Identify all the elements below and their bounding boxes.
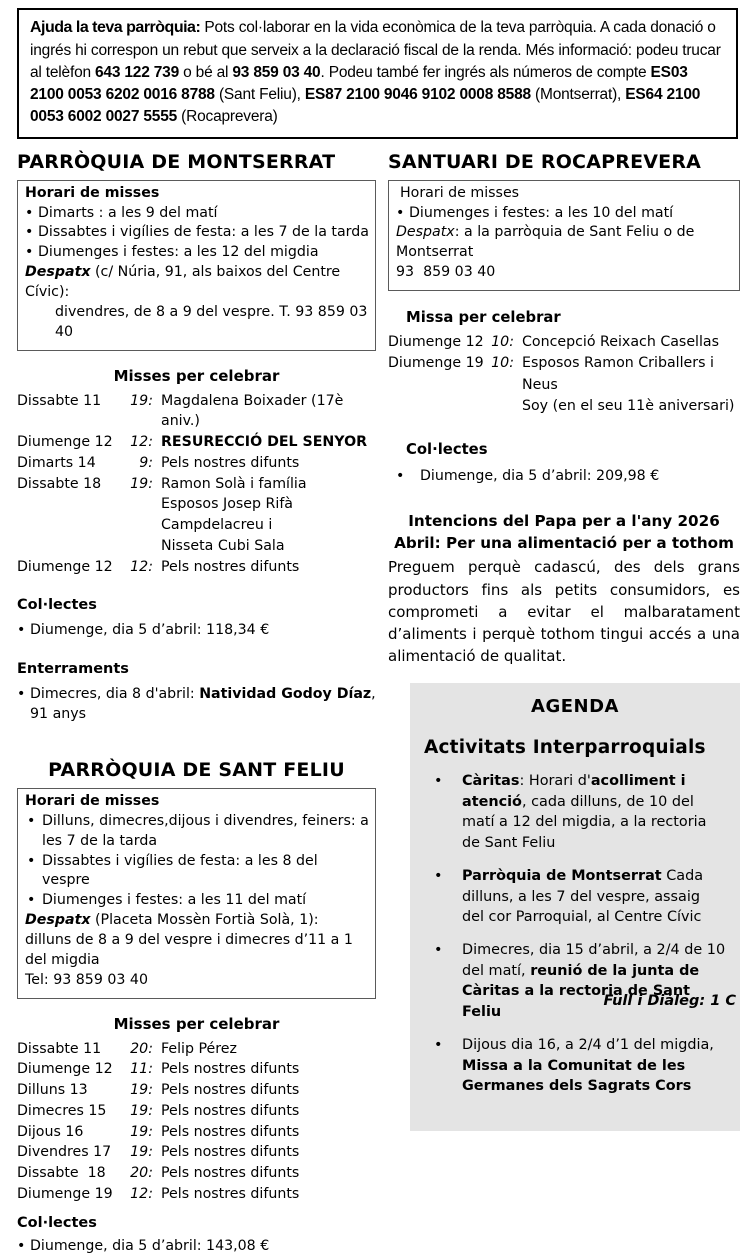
bulletin-price-footer: Full i Diàleg: 1 C [603,993,736,1009]
mass-time: 19: [130,392,153,409]
horari-bullet-text: Dilluns, dimecres,dijous i divendres, feiners: a les 7 de la tarda [42,812,369,849]
mass-intention: Pels nostres difunts [161,1082,300,1099]
mass-time: 20: [130,1040,153,1057]
mass-day: Dissabte 18 [17,475,102,492]
agenda-item [424,940,726,1022]
bullet-marker: • [434,942,443,959]
sant-feliu-horari-heading: Horari de misses [25,792,160,809]
mass-intention: Esposos Ramon Criballers i Neus Soy (en el seu 11è aniversari) [522,355,735,414]
papa-intentions-section [388,510,740,667]
mass-intention: Pels nostres difunts [161,1185,300,1202]
mass-day: Diumenge 12 [17,434,113,451]
mass-time: 9: [139,454,153,471]
horari-bullet-text: Diumenges i festes: a les 10 del matí [409,204,674,221]
mass-intention: Pels nostres difunts [161,1123,300,1140]
horari-bullet-item [25,891,369,911]
mass-day: Dilluns 13 [17,1082,88,1099]
sant-feliu-collectes-item [17,1237,376,1256]
collectes-amount: Diumenge, dia 5 d’abril: 209,98 € [420,468,660,485]
mass-intention: Pels nostres difunts [161,1102,300,1119]
mass-intention: Pels nostres difunts [161,1165,300,1182]
montserrat-horari-box [17,180,376,351]
mass-day: Dimarts 14 [17,454,96,471]
mass-day: Diumenge 12 [17,558,113,575]
horari-bullet-item [25,812,369,852]
mass-row [17,1163,376,1184]
mass-row [17,1080,376,1101]
rocaprevera-horari-box [388,180,740,291]
montserrat-enterraments-item [17,685,376,725]
rocaprevera-horari-heading: Horari de misses [400,184,520,201]
mass-time: 19: [130,1102,153,1119]
mass-row [17,432,376,453]
montserrat-horari-heading: Horari de misses [25,184,160,201]
horari-bullet-item [25,852,369,892]
mass-intention: Pels nostres difunts [161,454,300,471]
horari-bullet-text: Dissabtes i vigílies de festa: a les 8 del vespre [42,852,318,889]
bullet-marker: • [434,773,443,790]
sant-feliu-title: PARRÒQUIA DE SANT FELIU [48,758,345,781]
mass-day: Diumenge 19 [17,1185,113,1202]
bullet-marker: • [25,224,34,241]
mass-intention: Magdalena Boixader (17è aniv.) [161,392,344,430]
horari-bullet-text: Dimarts : a les 9 del matí [38,204,218,221]
bulletin-page [0,8,754,1256]
horari-bullet-item [396,204,733,224]
donation-notice-box [17,8,738,139]
mass-day: Dijous 16 [17,1123,84,1140]
agenda-item [424,771,726,853]
rocaprevera-missa-heading: Missa per celebrar [406,309,561,327]
mass-time: 10: [491,355,514,372]
agenda-item-text: Càritas: Horari d'acolliment i atenció, cada dilluns, de 10 del matí a 12 del migdia, a la rectoria de Sant Feliu [462,773,707,851]
mass-day: Dissabte 11 [17,392,102,409]
mass-time: 19: [130,1082,153,1099]
mass-day: Diumenge 19 [388,355,484,372]
bullet-marker: • [17,1237,26,1254]
bullet-marker: • [434,1037,443,1054]
agenda-item-text: Parròquia de Montserrat Cada dilluns, a les 7 del vespre, assaig del cor Parroquial, al Centre Cívic [462,868,704,925]
montserrat-collectes-heading: Col·lectes [17,597,97,614]
sant-feliu-misses-heading: Misses per celebrar [113,1014,280,1033]
mass-day: Dissabte 11 [17,1040,102,1057]
horari-bullet-text: Diumenges i festes: a les 11 del matí [42,892,307,909]
mass-row [17,1142,376,1163]
mass-time: 10: [491,334,514,351]
mass-row [17,1039,376,1060]
left-column [17,151,376,1256]
bullet-marker: • [17,622,26,639]
mass-intention: Pels nostres difunts [161,1144,300,1161]
rocaprevera-collectes-heading: Col·lectes [406,441,488,459]
two-column-layout [0,139,754,1256]
mass-intention: Concepció Reixach Casellas [522,334,720,351]
bullet-marker: • [27,852,36,869]
mass-intention: Pels nostres difunts [161,558,300,575]
rocaprevera-title: SANTUARI DE ROCAPREVERA [388,150,702,173]
agenda-list [424,771,726,1096]
bullet-marker: • [17,686,26,703]
enterraments-text: Dimecres, dia 8 d'abril: Natividad Godoy Díaz, 91 anys [30,686,376,723]
mass-day: Divendres 17 [17,1144,112,1161]
mass-time: 20: [130,1165,153,1182]
bullet-marker: • [27,892,36,909]
mass-time: 12: [130,558,153,575]
montserrat-despatx-hours: divendres, de 8 a 9 del vespre. T. 93 859 03 40 [55,303,368,340]
rocaprevera-tel-line: 93 859 03 40 [396,264,496,281]
rocaprevera-mass-table [388,332,740,417]
montserrat-despatx-line: Despatx (c/ Núria, 91, als baixos del Centre Cívic): [25,264,341,301]
mass-day: Diumenge 12 [17,1061,113,1078]
bullet-marker: • [27,812,36,829]
mass-day: Dissabte 18 [17,1165,106,1182]
montserrat-misses-heading: Misses per celebrar [113,366,280,385]
rocaprevera-horari-list [396,204,733,224]
rocaprevera-collectes-item [388,468,740,484]
bullet-marker: • [396,468,405,485]
sant-feliu-horari-box [17,788,376,999]
donation-notice-text: Ajuda la teva parròquia: Pots col·laborar en la vida econòmica de la teva parròquia. A cada donació o ingrés hi correspon un rebut que serveix a la declaració fiscal de la renda. Més informació: podeu trucar al telèfon 643 122 739 o bé al 93 859 03 40. Podeu també fer ingrés als números de compte ES03 2100 0053 6202 0016 8788 (Sant Feliu), ES87 2100 9046 9102 0008 8588 (Montserrat), ES64 2100 0053 6002 0027 5555 (Rocaprevera) [30,19,721,125]
mass-intention: Ramon Solà i família Esposos Josep Rifà Campdelacreu i Nisseta Cubi Sala [161,475,307,554]
agenda-subtitle: Activitats Interparroquials [424,737,706,759]
collectes-amount: Diumenge, dia 5 d’abril: 143,08 € [30,1237,270,1254]
mass-intention: Felip Pérez [161,1040,237,1057]
agenda-item [424,866,726,927]
montserrat-title: PARRÒQUIA DE MONTSERRAT [17,150,336,173]
mass-row [17,391,376,432]
mass-time: 19: [130,475,153,492]
montserrat-horari-list [25,204,369,264]
mass-row [17,1122,376,1143]
mass-day: Diumenge 12 [388,334,484,351]
montserrat-enterraments-heading: Enterraments [17,661,129,678]
horari-bullet-text: Dissabtes i vigílies de festa: a les 7 de la tarda [38,224,369,241]
papa-intentions-body: Preguem perquè cadascú, des dels grans productors fins als petits consumidors, es comprometi a evitar el malbaratament d’aliments i perquè tothom tingui accés a una alimentació de qualitat. [388,558,740,666]
horari-bullet-item [25,243,369,263]
mass-day: Dimecres 15 [17,1102,107,1119]
bullet-marker: • [25,244,34,261]
collectes-amount: Diumenge, dia 5 d’abril: 118,34 € [30,622,270,639]
mass-time: 19: [130,1123,153,1140]
right-column [388,151,740,1256]
agenda-item [424,1035,726,1096]
montserrat-collectes-item [17,621,376,641]
papa-intentions-heading: Intencions del Papa per a l'any 2026 [408,512,720,531]
sant-feliu-collectes-heading: Col·lectes [17,1214,97,1231]
mass-intention: RESURECCIÓ DEL SENYOR [161,434,368,451]
sant-feliu-despatx-line: Despatx (Placeta Mossèn Fortià Solà, 1): dilluns de 8 a 9 del vespre i dimecres d’11 a 1 del migdia [25,912,353,968]
mass-row [388,332,740,353]
mass-row [388,353,740,417]
sant-feliu-tel-line: Tel: 93 859 03 40 [25,971,148,988]
sant-feliu-mass-table [17,1039,376,1205]
mass-row [17,474,376,557]
mass-time: 11: [130,1061,153,1078]
mass-intention: Pels nostres difunts [161,1061,300,1078]
papa-intentions-subheading: Abril: Per una alimentació per a tothom [394,534,734,553]
mass-row [17,1101,376,1122]
mass-row [17,557,376,578]
montserrat-mass-table [17,391,376,578]
mass-time: 12: [130,434,153,451]
agenda-box [410,683,740,1130]
agenda-title: AGENDA [531,696,619,718]
horari-bullet-item [25,204,369,224]
mass-row [17,1059,376,1080]
mass-time: 12: [130,1185,153,1202]
horari-bullet-item [25,223,369,243]
agenda-item-text: Dijous dia 16, a 2/4 d’1 del migdia, Missa a la Comunitat de les Germanes dels Sagrats Cors [462,1037,714,1095]
rocaprevera-despatx-line: Despatx: a la parròquia de Sant Feliu o de Montserrat [396,224,695,261]
mass-row [17,453,376,474]
spacer [17,725,376,759]
bullet-marker: • [434,868,443,885]
mass-row [17,1184,376,1205]
sant-feliu-horari-list [25,812,369,911]
horari-bullet-text: Diumenges i festes: a les 12 del migdia [38,244,319,261]
agenda-item-text: Dimecres, dia 15 d’abril, a 2/4 de 10 del matí, reunió de la junta de Càritas a la rectoria de Sant Feliu [462,942,726,1020]
bullet-marker: • [396,204,405,221]
mass-time: 19: [130,1144,153,1161]
bullet-marker: • [25,204,34,221]
